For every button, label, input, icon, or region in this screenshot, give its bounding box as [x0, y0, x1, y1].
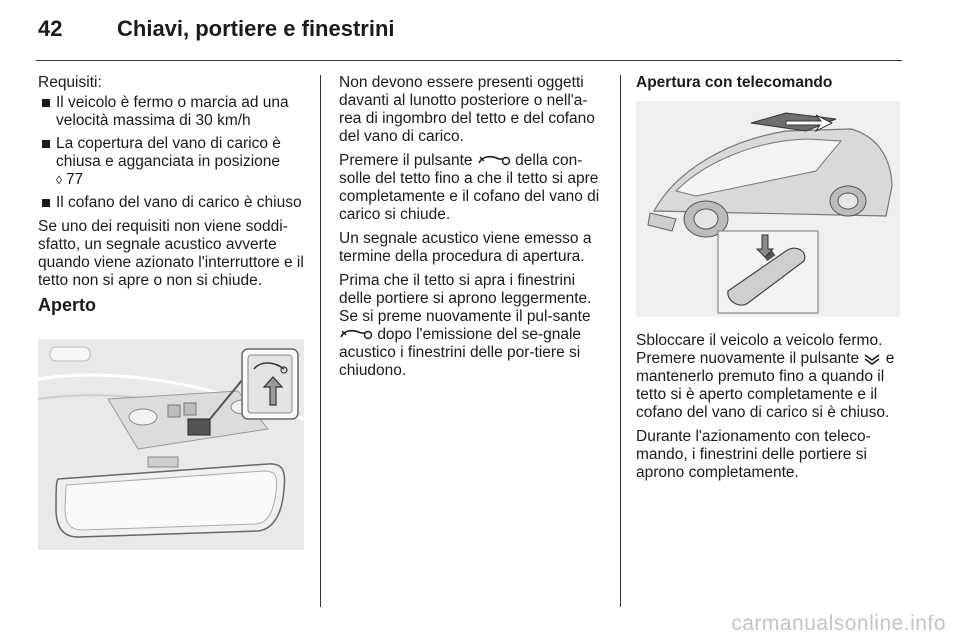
- section-heading-telecomando: Apertura con telecomando: [636, 74, 833, 91]
- column-2: [339, 74, 605, 386]
- header-divider: [36, 60, 902, 61]
- roof-open-symbol-icon: [477, 153, 511, 167]
- roof-console-illustration: [38, 339, 304, 550]
- column-1: [38, 74, 306, 320]
- paragraph: Un segnale acustico viene emesso a termine della procedura di apertura.: [339, 230, 592, 265]
- list-item: [38, 194, 306, 212]
- column-3-body: [636, 332, 904, 488]
- section-heading-aperto: Aperto: [38, 295, 96, 315]
- list-item: [38, 94, 306, 130]
- page-title: Chiavi, portiere e finestrini: [117, 16, 395, 41]
- page-reference-icon: ◊: [56, 173, 62, 187]
- page-reference[interactable]: 77: [65, 171, 84, 188]
- text-segment: Prima che il tetto si apra i finestrini delle portiere si aprono leggermente. Se si preme nuovamente il pul-sante: [339, 272, 592, 325]
- roof-console-drawing: [38, 339, 304, 550]
- paragraph: [339, 272, 605, 380]
- remote-roof-symbol-icon: [863, 353, 881, 365]
- requirement-text: Il veicolo è fermo o marcia ad una velocità massima di 30 km/h: [56, 94, 289, 129]
- car-remote-drawing: [636, 101, 900, 317]
- text-segment: della con-solle del tetto fino a che il tetto si apre completamente e il cofano del vano di carico si chiude.: [339, 152, 600, 223]
- paragraph: [636, 332, 904, 422]
- page-number: 42: [38, 16, 63, 41]
- requirement-text: Il cofano del vano di carico è chiuso: [56, 194, 302, 211]
- roof-open-symbol-icon: [339, 327, 373, 341]
- text-segment: Sbloccare il veicolo a veicolo fermo. Premere nuovamente il pulsante: [636, 332, 883, 367]
- paragraph: Non devono essere presenti oggetti davanti al lunotto posteriore o nell'a-rea di ingombro del tetto e del cofano del vano di carico.: [339, 74, 595, 145]
- warning-paragraph: Se uno dei requisiti non viene soddi-sfatto, un segnale acustico avverte quando viene azionato l'interruttore e il tetto non si apre o non si chiude.: [38, 218, 304, 289]
- bullet-square-icon: [42, 99, 50, 107]
- text-segment: dopo l'emissione del se-gnale acustico i finestrini delle por-tiere si chiudono.: [339, 326, 582, 379]
- column-divider-1: [320, 75, 321, 607]
- bullet-square-icon: [42, 199, 50, 207]
- column-3: [636, 74, 904, 98]
- text-segment: Premere il pulsante: [339, 152, 473, 169]
- paragraph: Durante l'azionamento con teleco-mando, i finestrini delle portiere si aprono completamente.: [636, 428, 871, 481]
- remote-roof-illustration: [636, 101, 900, 317]
- requirement-text: La copertura del vano di carico è chiusa e agganciata in posizione: [56, 135, 281, 170]
- requirements-list: [38, 94, 306, 212]
- bullet-square-icon: [42, 140, 50, 148]
- watermark: carmanualsonline.info: [731, 612, 946, 635]
- text-segment: e mantenerlo premuto fino a quando il tetto si è aperto completamente e il cofano del vano di carico si è chiuso.: [636, 350, 895, 421]
- paragraph: [339, 152, 605, 224]
- list-item: [38, 135, 306, 189]
- requisiti-label: Requisiti:: [38, 74, 102, 91]
- column-divider-2: [620, 75, 621, 607]
